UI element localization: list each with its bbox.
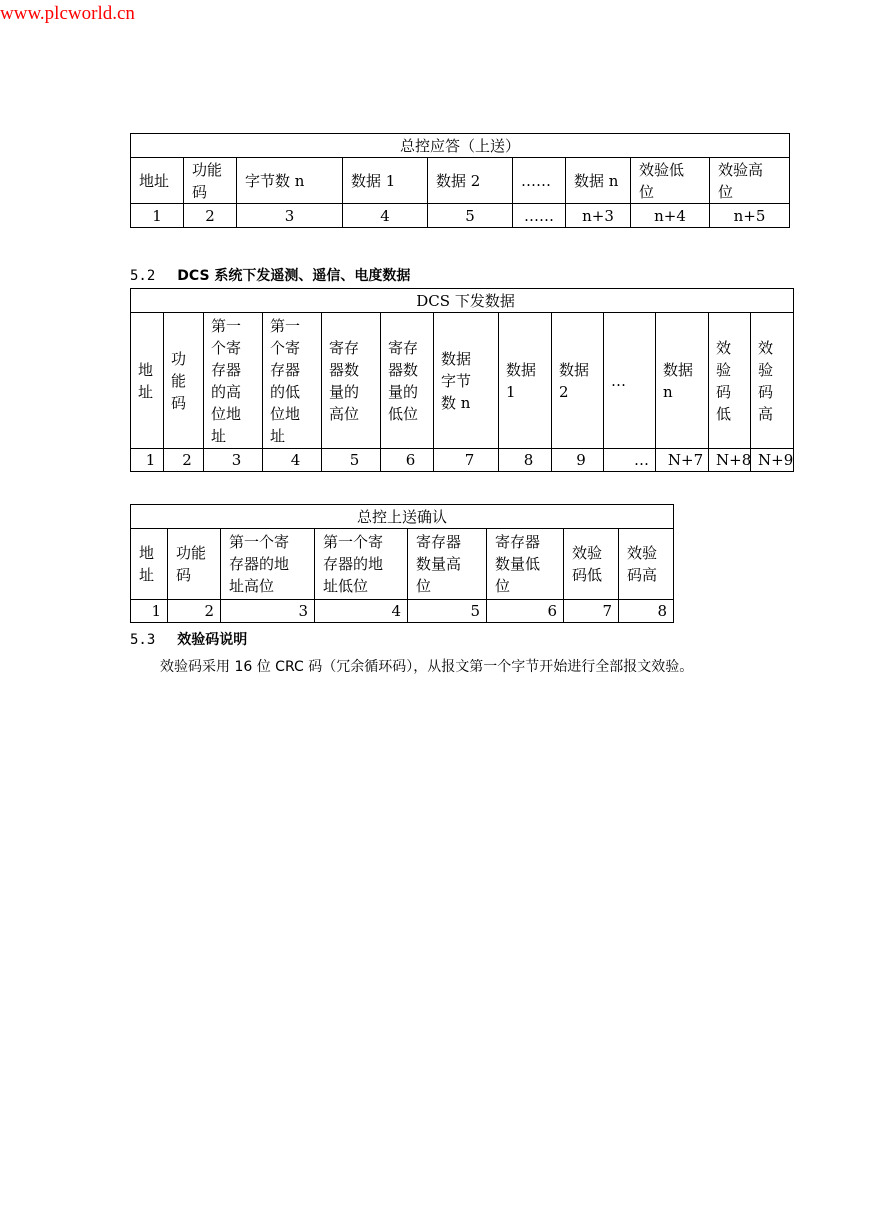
number-cell: 6 [381,449,434,472]
number-cell: n+4 [631,204,710,228]
number-cell: …… [513,204,566,228]
header-cell: 寄存 器数 量的 低位 [381,313,434,449]
header-cell: 功能 码 [184,158,237,204]
number-cell: N+8 [709,449,751,472]
header-cell: 地址 [131,158,184,204]
number-cell: n+3 [566,204,631,228]
number-cell: 7 [434,449,499,472]
header-cell: 数据 2 [552,313,604,449]
number-cell: 1 [131,449,164,472]
header-cell: 寄存器 数量低 位 [487,529,564,600]
table-title: 总控上送确认 [131,505,674,529]
header-cell: 功能 码 [168,529,221,600]
section-heading-5-2 [130,265,410,285]
header-cell: … [604,313,656,449]
number-cell: 1 [131,204,184,228]
header-cell: 第一个寄 存器的地 址高位 [221,529,315,600]
number-cell: 9 [552,449,604,472]
section-number: 5.2 [130,268,156,284]
number-cell: 5 [428,204,513,228]
upload-confirm-table [130,504,674,623]
header-cell: 功 能 码 [164,313,204,449]
header-cell: 地 址 [131,529,168,600]
header-cell: 效验 码高 [619,529,674,600]
header-cell: 第一 个寄 存器 的高 位地 址 [204,313,263,449]
header-cell: 字节数 n [237,158,343,204]
header-cell: …… [513,158,566,204]
header-cell: 数据 n [566,158,631,204]
header-cell: 第一 个寄 存器 的低 位地 址 [263,313,322,449]
number-cell: 2 [164,449,204,472]
response-table [130,133,790,228]
number-cell: 7 [564,600,619,623]
number-cell: N+7 [656,449,709,472]
header-cell: 地 址 [131,313,164,449]
header-cell: 数据 1 [499,313,552,449]
header-cell: 寄存器 数量高 位 [408,529,487,600]
header-cell: 第一个寄 存器的地 址低位 [315,529,408,600]
header-cell: 效验低 位 [631,158,710,204]
header-cell: 效验 码低 [564,529,619,600]
section-title: DCS 系统下发遥测、遥信、电度数据 [177,268,411,284]
header-cell: 数据 2 [428,158,513,204]
header-cell: 数据 字节 数 n [434,313,499,449]
number-cell: n+5 [710,204,790,228]
watermark-link[interactable]: www.plcworld.cn [0,3,135,24]
section-heading-5-3 [130,629,247,649]
table-title: 总控应答（上送） [131,134,790,158]
number-cell: 1 [131,600,168,623]
number-cell: 2 [168,600,221,623]
section-title: 效验码说明 [177,632,248,648]
number-cell: 5 [322,449,381,472]
number-cell: 4 [315,600,408,623]
section-number: 5.3 [130,632,156,648]
header-cell: 效验高 位 [710,158,790,204]
number-cell: N+9 [751,449,794,472]
table-title: DCS 下发数据 [131,289,794,313]
number-cell: 3 [204,449,263,472]
number-cell: 8 [619,600,674,623]
dcs-download-table [130,288,794,472]
number-cell: 2 [184,204,237,228]
header-cell: 效 验 码 低 [709,313,751,449]
header-cell: 数据 n [656,313,709,449]
header-cell: 数据 1 [343,158,428,204]
number-cell: 4 [343,204,428,228]
number-cell: 3 [221,600,315,623]
number-cell: 4 [263,449,322,472]
header-cell: 寄存 器数 量的 高位 [322,313,381,449]
number-cell: … [604,449,656,472]
number-cell: 5 [408,600,487,623]
crc-description: 效验码采用 16 位 CRC 码（冗余循环码），从报文第一个字节开始进行全部报文效验。 [160,659,694,675]
number-cell: 3 [237,204,343,228]
number-cell: 6 [487,600,564,623]
header-cell: 效 验 码 高 [751,313,794,449]
number-cell: 8 [499,449,552,472]
